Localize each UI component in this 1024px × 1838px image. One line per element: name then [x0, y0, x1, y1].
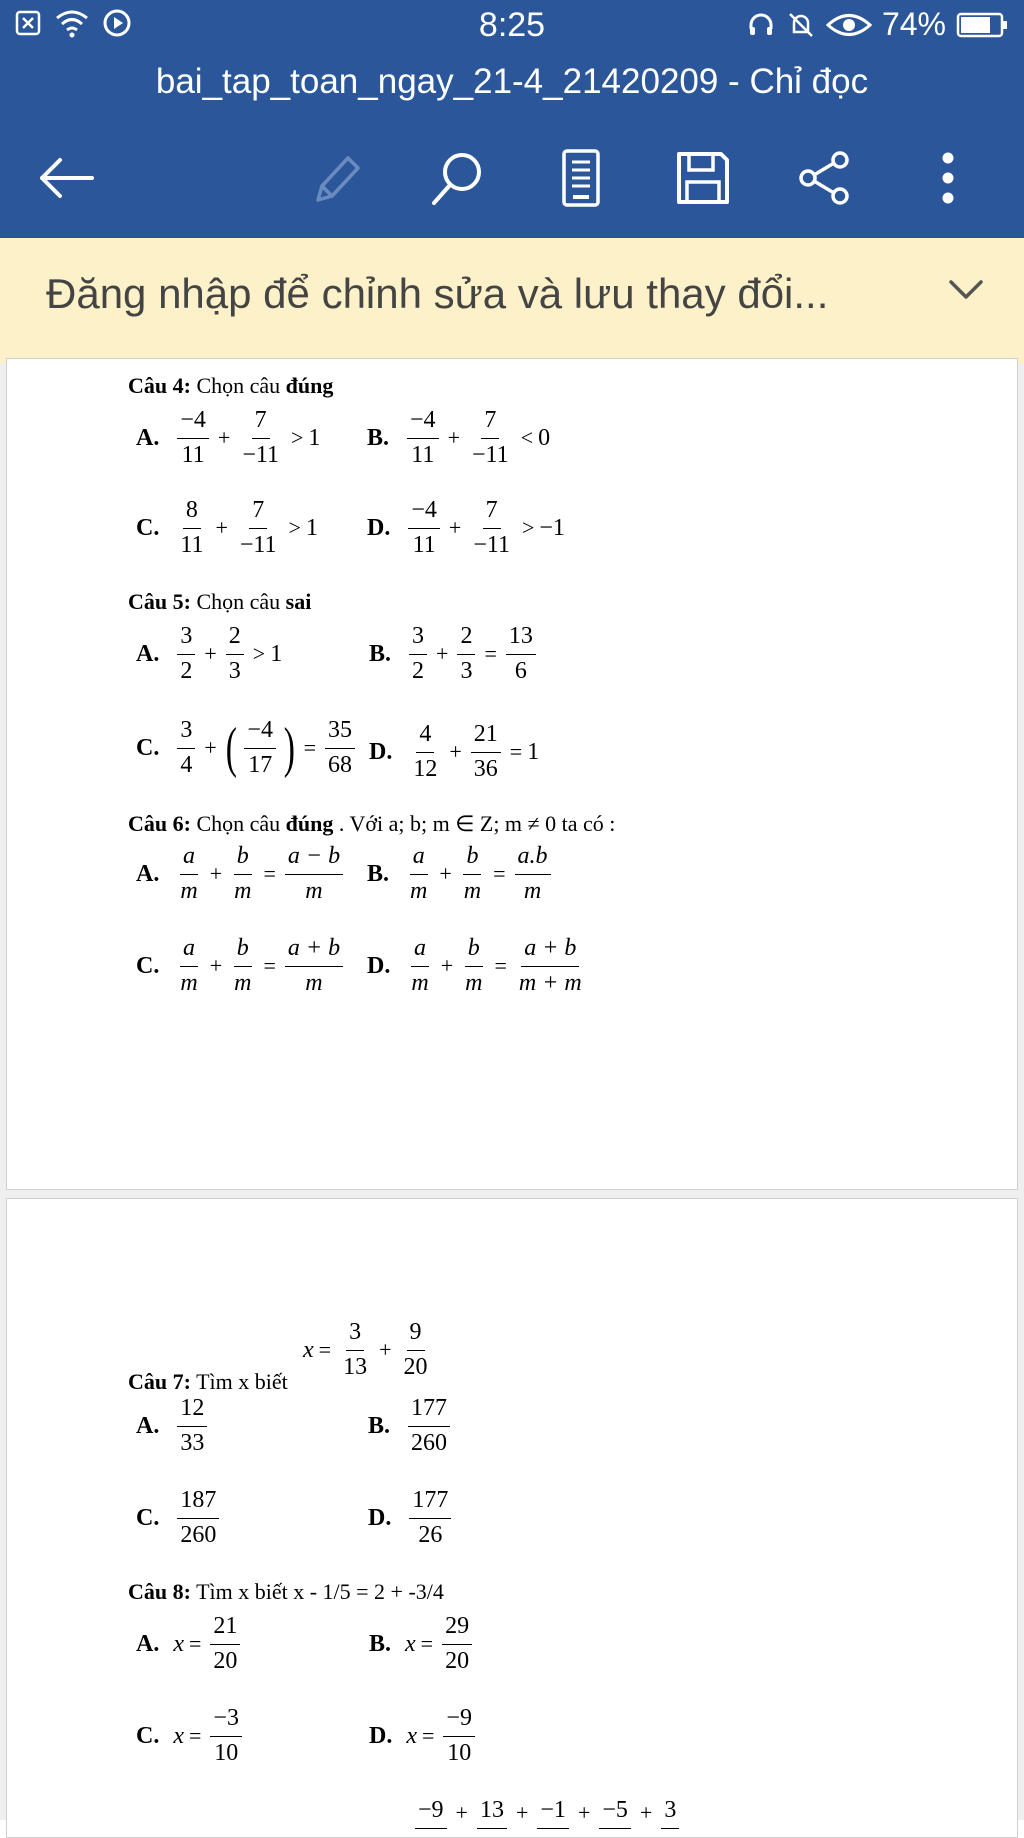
- question-6-option-a: A. a m + $\frac{b}{m}$ = $\frac{a - b}{m}$: [136, 843, 347, 905]
- status-right-icons: [746, 6, 1010, 43]
- toolbar: [0, 112, 1024, 238]
- question-8-option-c: C. x = $\frac{-3}{10}$: [136, 1705, 246, 1767]
- question-7-option-d: D. 177 26: [368, 1487, 455, 1549]
- share-icon: [796, 150, 852, 206]
- question-5-option-a: A. 3 2 + $\frac{2}{3}$ > 1: [136, 623, 283, 684]
- question-8-heading: Câu 8: Tìm x biết x - 1/5 = 2 + -3/4: [128, 1579, 444, 1604]
- question-5-heading: Câu 5: Chọn câu sai: [128, 589, 312, 614]
- battery-icon: [956, 11, 1010, 39]
- document-title: bai_tap_toan_ngay_21-4_21420209 - Chỉ đọc: [0, 52, 1024, 112]
- question-4-heading: Câu 4: Chọn câu đúng: [128, 373, 334, 398]
- question-7-heading: Câu 7: Tìm x biết: [128, 1369, 288, 1394]
- question-7-option-c: C. 187 260: [136, 1487, 223, 1549]
- save-icon: [675, 150, 731, 206]
- question-5-option-b: B. 3 2 + $\frac{2}{3}$ = $\frac{13}{6}$: [369, 623, 540, 685]
- question-6-heading: Câu 6: Chọn câu đúng . Với a; b; m ∈ Z; m ≠ 0 ta có :: [128, 811, 616, 836]
- question-5-option-d: D. 4 12 + $\frac{21}{36}$ = 1: [369, 721, 540, 782]
- question-8-option-b: B. x = $\frac{29}{20}$: [369, 1613, 476, 1675]
- mobile-view-button[interactable]: [545, 142, 617, 214]
- status-bar: [0, 0, 1024, 52]
- question-8-option-d: D. x = $\frac{-9}{10}$: [369, 1705, 479, 1767]
- save-button[interactable]: [667, 142, 739, 214]
- headset-icon: [746, 10, 776, 40]
- cutoff-expression: −9 + 13 + −1 + −5 + 3: [411, 1797, 683, 1829]
- question-7-option-b: B. 177 260: [368, 1395, 454, 1457]
- question-5-option-c: C. 3 4 + ( −4 17 ) = $\frac{35}{68}$: [136, 717, 359, 779]
- document-page-2: [6, 1198, 1018, 1838]
- share-button[interactable]: [788, 142, 860, 214]
- battery-percent: 74%: [881, 6, 946, 42]
- question-4-option-c: C. 8 11 + $\frac{7}{-11}$ > 1: [136, 497, 318, 558]
- question-7-option-a: A. 12 33: [136, 1395, 211, 1457]
- document-area[interactable]: [0, 364, 1024, 1825]
- back-button[interactable]: [30, 142, 102, 214]
- chevron-down-icon[interactable]: [948, 278, 984, 302]
- more-options-button[interactable]: [912, 142, 984, 214]
- question-6-option-d: D. a m + $\frac{b}{m}$ = $\frac{a + b}{m + m}$: [367, 935, 582, 996]
- mobile-view-icon: [559, 148, 603, 208]
- question-6-option-c: C. a m + $\frac{b}{m}$ = $\frac{a + b}{m}$: [136, 935, 347, 997]
- question-4-option-a: A. −4 11 + $\frac{7}{-11}$ > 1: [136, 407, 321, 468]
- sign-in-message[interactable]: Đăng nhập để chỉnh sửa và lưu thay đổi...: [46, 270, 829, 317]
- question-4-option-d: D. −4 11 + $\frac{7}{-11}$ > −1: [367, 497, 565, 558]
- pencil-icon: [308, 150, 364, 206]
- edit-button[interactable]: [300, 142, 372, 214]
- search-button[interactable]: [422, 142, 494, 214]
- question-7-equation: x = $\frac{3}{13}$ + $\frac{9}{20}$: [303, 1319, 428, 1380]
- bell-off-icon: [786, 10, 816, 40]
- sign-in-banner[interactable]: [0, 238, 1024, 364]
- question-8-option-a: A. x = $\frac{21}{20}$: [136, 1613, 244, 1675]
- status-time: 8:25: [478, 6, 546, 44]
- question-4-option-b: B. −4 11 + $\frac{7}{-11}$ < 0: [367, 407, 551, 468]
- question-6-option-b: B. a m + $\frac{b}{m}$ = $\frac{a.b}{m}$: [367, 843, 555, 905]
- search-icon: [428, 148, 488, 208]
- eye-icon: [826, 10, 872, 40]
- more-vertical-icon: [938, 150, 958, 206]
- arrow-left-icon: [36, 156, 96, 200]
- document-page-1: [6, 358, 1018, 1190]
